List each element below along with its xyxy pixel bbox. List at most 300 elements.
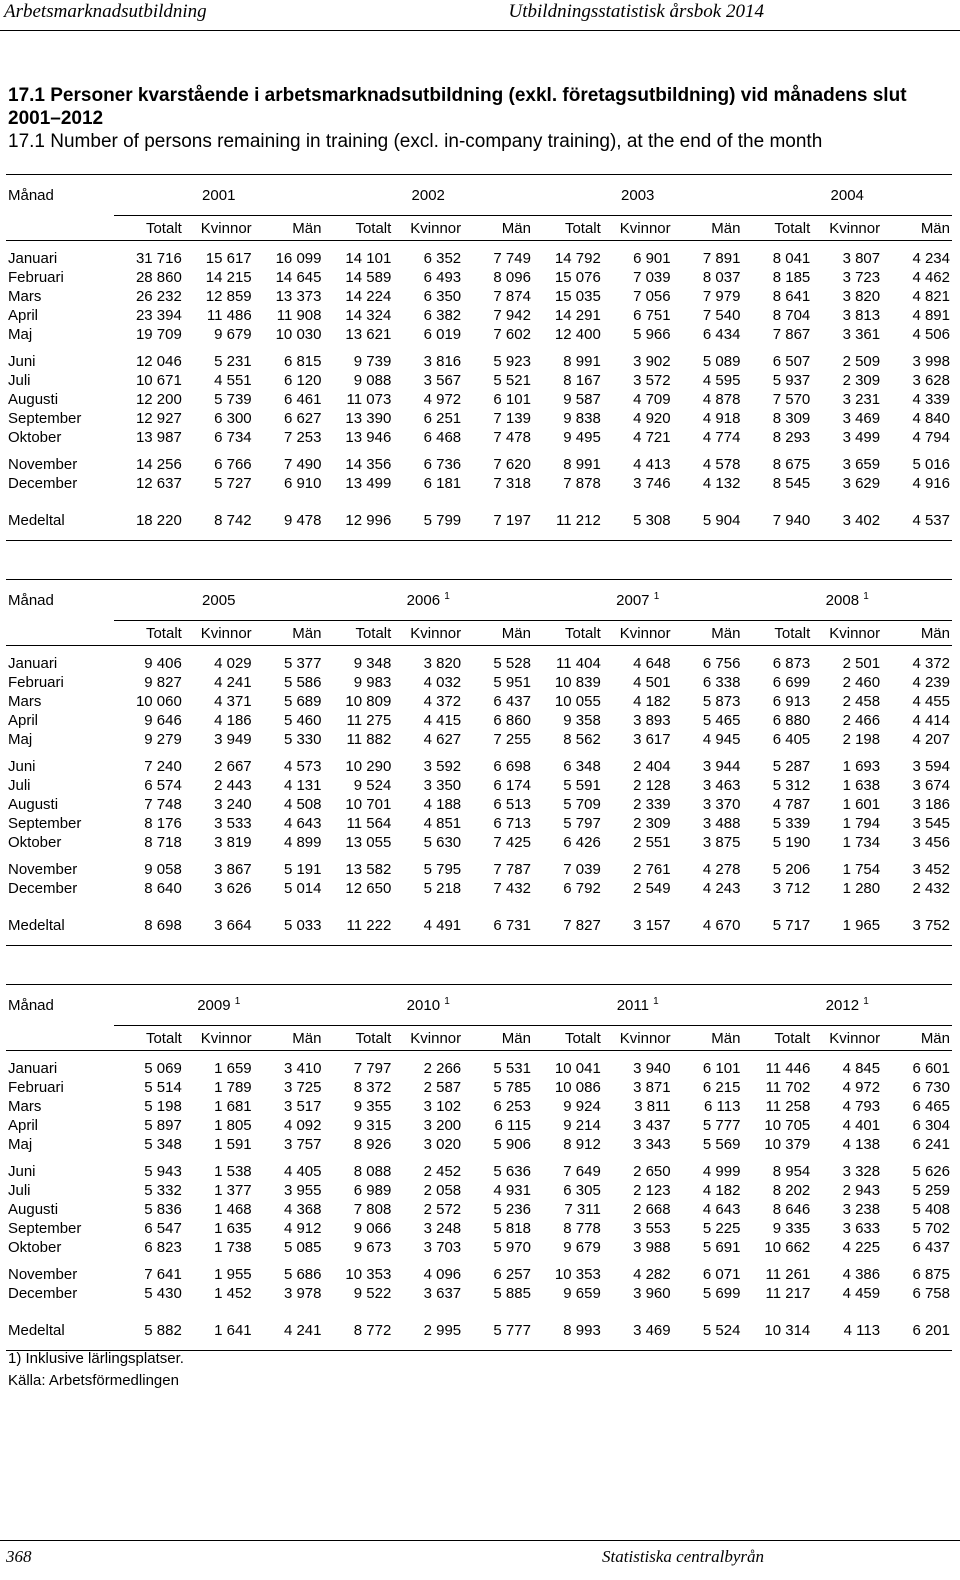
value-cell: 1 635 — [214, 1220, 252, 1237]
value-cell: 7 979 — [702, 288, 741, 305]
value-cell: 8 167 — [563, 372, 601, 389]
value-cell: 3 871 — [633, 1079, 671, 1096]
value-cell: 5 377 — [283, 655, 322, 672]
value-cell: 1 693 — [842, 758, 881, 775]
year-label: 2011 — [616, 997, 649, 1014]
value-cell: 4 709 — [633, 391, 671, 408]
value-cell: 5 777 — [702, 1117, 741, 1134]
value-cell: 12 637 — [135, 475, 182, 492]
value-cell: 3 592 — [423, 758, 462, 775]
value-cell: 3 902 — [633, 353, 671, 370]
average-value-cell: 5 717 — [772, 917, 811, 934]
value-cell: 3 488 — [702, 815, 741, 832]
value-cell: 3 940 — [633, 1060, 671, 1077]
value-cell: 2 667 — [214, 758, 252, 775]
table-row — [6, 814, 952, 833]
month-cell: Februari — [8, 1079, 64, 1096]
year-label: 2004 — [830, 186, 864, 204]
year-label: 2009 — [197, 997, 231, 1014]
sub-header-women: Kvinnor — [812, 216, 882, 241]
value-cell: 3 456 — [912, 834, 950, 851]
value-cell: 10 353 — [345, 1266, 392, 1283]
value-cell: 5 332 — [144, 1182, 182, 1199]
value-cell: 11 446 — [765, 1060, 811, 1077]
value-cell: 4 945 — [702, 731, 741, 748]
table-row — [6, 711, 952, 730]
value-cell: 4 096 — [423, 1266, 462, 1283]
month-cell: April — [8, 307, 39, 324]
value-cell: 5 591 — [563, 777, 601, 794]
value-cell: 6 426 — [563, 834, 601, 851]
value-cell: 7 240 — [144, 758, 182, 775]
average-value-cell: 4 241 — [283, 1322, 322, 1339]
value-cell: 3 545 — [912, 815, 950, 832]
value-cell: 10 353 — [554, 1266, 601, 1283]
value-cell: 4 793 — [842, 1098, 881, 1115]
sub-header-women: Kvinnor — [603, 216, 673, 241]
value-cell: 6 352 — [423, 250, 462, 267]
table-row — [6, 1097, 952, 1116]
value-cell: 3 572 — [633, 372, 671, 389]
average-value-cell: 18 220 — [135, 512, 182, 529]
value-cell: 13 946 — [345, 429, 392, 446]
value-cell: 8 176 — [144, 815, 182, 832]
year-label: 2005 — [202, 591, 236, 609]
value-cell: 4 578 — [702, 456, 741, 473]
value-cell: 5 818 — [493, 1220, 531, 1237]
value-cell: 10 290 — [345, 758, 392, 775]
value-cell: 6 120 — [283, 372, 322, 389]
value-cell: 8 954 — [772, 1163, 811, 1180]
value-cell: 7 748 — [144, 796, 182, 813]
value-cell: 5 897 — [144, 1117, 182, 1134]
month-cell: November — [8, 1266, 78, 1283]
value-cell: 14 324 — [345, 307, 392, 324]
table-row — [6, 654, 952, 673]
average-value-cell: 8 742 — [214, 512, 252, 529]
value-cell: 10 030 — [275, 326, 322, 343]
table-row — [6, 325, 952, 344]
value-cell: 2 432 — [912, 880, 950, 897]
value-cell: 6 251 — [423, 410, 462, 427]
year-label: 2006 — [406, 592, 441, 609]
month-cell: Mars — [8, 693, 42, 710]
sub-header-women: Kvinnor — [393, 216, 463, 241]
footnote-marker: 1 — [863, 996, 869, 1007]
value-cell: 9 058 — [144, 861, 182, 878]
year-label: 2008 — [825, 592, 860, 609]
value-cell: 13 499 — [345, 475, 392, 492]
value-cell: 4 912 — [283, 1220, 322, 1237]
value-cell: 9 406 — [144, 655, 182, 672]
table-row — [6, 390, 952, 409]
value-cell: 5 739 — [214, 391, 252, 408]
value-cell: 10 705 — [764, 1117, 811, 1134]
value-cell: 5 785 — [493, 1079, 531, 1096]
sub-header-women: Kvinnor — [184, 1026, 254, 1051]
value-cell: 13 390 — [345, 410, 392, 427]
value-cell: 9 355 — [353, 1098, 392, 1115]
value-cell: 7 056 — [633, 288, 671, 305]
value-cell: 1 638 — [842, 777, 881, 794]
value-cell: 3 867 — [214, 861, 252, 878]
value-cell: 4 918 — [702, 410, 741, 427]
value-cell: 14 356 — [345, 456, 392, 473]
value-cell: 9 679 — [214, 326, 252, 343]
average-value-cell: 3 752 — [912, 917, 950, 934]
average-value-cell: 5 799 — [423, 512, 462, 529]
value-cell: 3 102 — [423, 1098, 462, 1115]
value-cell: 1 754 — [842, 861, 881, 878]
value-cell: 5 699 — [702, 1285, 741, 1302]
value-cell: 3 240 — [214, 796, 252, 813]
value-cell: 4 920 — [633, 410, 671, 427]
month-cell: December — [8, 475, 78, 492]
average-value-cell: 3 157 — [633, 917, 671, 934]
value-cell: 7 253 — [283, 429, 322, 446]
value-cell: 10 055 — [554, 693, 601, 710]
value-cell: 7 942 — [493, 307, 531, 324]
average-value-cell: 2 995 — [423, 1322, 462, 1339]
value-cell: 7 641 — [144, 1266, 182, 1283]
value-cell: 6 860 — [493, 712, 531, 729]
value-cell: 1 794 — [842, 815, 881, 832]
value-cell: 1 538 — [214, 1163, 252, 1180]
month-column-header: Månad — [6, 580, 114, 621]
sub-header-total: Totalt — [533, 621, 603, 646]
month-cell: September — [8, 815, 82, 832]
value-cell: 6 873 — [772, 655, 811, 672]
month-cell: Augusti — [8, 1201, 59, 1218]
table-row — [6, 287, 952, 306]
sub-header-women: Kvinnor — [812, 621, 882, 646]
source-note: Källa: Arbetsförmedlingen — [8, 1372, 179, 1389]
value-cell: 4 455 — [912, 693, 950, 710]
value-cell: 19 709 — [135, 326, 182, 343]
value-cell: 8 185 — [772, 269, 811, 286]
year-header — [114, 580, 323, 621]
year-label: 2007 — [616, 592, 650, 609]
value-cell: 9 279 — [144, 731, 182, 748]
value-cell: 3 633 — [842, 1220, 881, 1237]
value-cell: 10 701 — [345, 796, 392, 813]
value-cell: 5 236 — [493, 1201, 531, 1218]
year-header — [742, 985, 952, 1026]
value-cell: 2 058 — [423, 1182, 462, 1199]
value-cell: 6 215 — [702, 1079, 741, 1096]
month-cell: Juni — [8, 353, 36, 370]
value-cell: 6 699 — [772, 674, 811, 691]
month-cell: September — [8, 1220, 82, 1237]
value-cell: 8 088 — [353, 1163, 392, 1180]
value-cell: 5 636 — [493, 1163, 531, 1180]
average-value-cell: 4 113 — [843, 1322, 881, 1339]
value-cell: 15 035 — [554, 288, 601, 305]
value-cell: 9 335 — [772, 1220, 811, 1237]
value-cell: 9 066 — [353, 1220, 392, 1237]
value-cell: 11 404 — [556, 655, 601, 672]
value-cell: 12 859 — [205, 288, 252, 305]
value-cell: 9 524 — [353, 777, 392, 794]
value-cell: 5 339 — [772, 815, 811, 832]
value-cell: 2 266 — [423, 1060, 462, 1077]
value-cell: 1 734 — [842, 834, 881, 851]
year-header — [323, 580, 532, 621]
average-value-cell: 8 698 — [144, 917, 182, 934]
value-cell: 4 595 — [702, 372, 741, 389]
month-column-header: Månad — [6, 175, 114, 216]
value-cell: 4 506 — [912, 326, 950, 343]
value-cell: 6 305 — [563, 1182, 601, 1199]
sub-header-total: Totalt — [533, 1026, 603, 1051]
value-cell: 4 186 — [214, 712, 252, 729]
value-cell: 3 248 — [423, 1220, 462, 1237]
footnote-marker: 1 — [863, 591, 869, 602]
month-cell: Augusti — [8, 391, 59, 408]
month-cell: November — [8, 456, 78, 473]
sub-header-women: Kvinnor — [393, 621, 463, 646]
value-cell: 4 648 — [633, 655, 671, 672]
value-cell: 4 182 — [702, 1182, 741, 1199]
value-cell: 4 845 — [842, 1060, 881, 1077]
value-cell: 7 490 — [283, 456, 322, 473]
value-cell: 2 572 — [423, 1201, 462, 1218]
value-cell: 7 570 — [772, 391, 811, 408]
month-cell: November — [8, 861, 78, 878]
value-cell: 6 751 — [633, 307, 671, 324]
value-cell: 4 462 — [912, 269, 950, 286]
value-cell: 12 927 — [135, 410, 182, 427]
value-cell: 4 916 — [912, 475, 950, 492]
year-label: 2001 — [202, 186, 236, 204]
value-cell: 8 372 — [353, 1079, 392, 1096]
value-cell: 5 014 — [283, 880, 322, 897]
average-value-cell: 7 940 — [772, 512, 811, 529]
value-cell: 4 459 — [842, 1285, 881, 1302]
value-cell: 5 906 — [493, 1136, 531, 1153]
value-cell: 5 531 — [493, 1060, 531, 1077]
value-cell: 3 746 — [633, 475, 671, 492]
value-cell: 6 304 — [912, 1117, 950, 1134]
value-cell: 2 404 — [633, 758, 671, 775]
value-cell: 5 085 — [283, 1239, 322, 1256]
value-cell: 4 372 — [912, 655, 950, 672]
value-cell: 10 671 — [135, 372, 182, 389]
average-value-cell: 11 222 — [346, 917, 392, 934]
sub-header-total: Totalt — [533, 216, 603, 241]
page-number: 368 — [6, 1547, 32, 1566]
average-value-cell: 11 212 — [556, 512, 601, 529]
value-cell: 3 628 — [912, 372, 950, 389]
sub-header-women: Kvinnor — [184, 621, 254, 646]
sub-header-men: Män — [254, 216, 324, 241]
value-cell: 10 839 — [554, 674, 601, 691]
value-cell: 4 999 — [702, 1163, 741, 1180]
value-cell: 5 218 — [423, 880, 462, 897]
value-cell: 6 713 — [493, 815, 531, 832]
year-header — [533, 580, 742, 621]
value-cell: 3 811 — [634, 1098, 671, 1115]
year-header — [742, 580, 952, 621]
footnote-marker: 1 — [444, 591, 450, 602]
value-cell: 3 944 — [702, 758, 741, 775]
value-cell: 13 987 — [135, 429, 182, 446]
sub-header-men: Män — [463, 621, 533, 646]
value-cell: 3 186 — [912, 796, 950, 813]
value-cell: 9 214 — [563, 1117, 601, 1134]
table-row — [6, 833, 952, 852]
value-cell: 4 972 — [842, 1079, 881, 1096]
running-header — [0, 0, 960, 31]
value-cell: 7 867 — [772, 326, 811, 343]
value-cell: 2 443 — [214, 777, 252, 794]
value-cell: 1 452 — [214, 1285, 252, 1302]
value-cell: 2 339 — [633, 796, 671, 813]
value-cell: 5 951 — [493, 674, 531, 691]
value-cell: 3 463 — [702, 777, 741, 794]
value-cell: 3 469 — [842, 410, 881, 427]
value-cell: 6 300 — [214, 410, 252, 427]
value-cell: 7 432 — [493, 880, 531, 897]
average-value-cell: 8 993 — [563, 1322, 601, 1339]
value-cell: 6 115 — [494, 1117, 531, 1134]
value-cell: 1 601 — [842, 796, 881, 813]
value-cell: 2 452 — [423, 1163, 462, 1180]
value-cell: 6 174 — [493, 777, 531, 794]
value-cell: 3 626 — [214, 880, 252, 897]
table-row — [6, 879, 952, 898]
value-cell: 3 020 — [423, 1136, 462, 1153]
value-cell: 4 573 — [283, 758, 322, 775]
value-cell: 3 712 — [772, 880, 811, 897]
month-cell: Maj — [8, 326, 33, 343]
value-cell: 3 200 — [423, 1117, 462, 1134]
value-cell: 5 408 — [912, 1201, 950, 1218]
value-cell: 7 649 — [563, 1163, 601, 1180]
value-cell: 5 626 — [912, 1163, 950, 1180]
value-cell: 5 231 — [214, 353, 252, 370]
value-cell: 5 330 — [283, 731, 322, 748]
value-cell: 5 943 — [144, 1163, 182, 1180]
value-cell: 2 509 — [842, 353, 881, 370]
table-row — [6, 1154, 952, 1181]
value-cell: 4 840 — [912, 410, 950, 427]
value-cell: 8 041 — [772, 250, 811, 267]
value-cell: 2 943 — [842, 1182, 881, 1199]
value-cell: 6 766 — [214, 456, 252, 473]
value-cell: 11 486 — [206, 307, 252, 324]
value-cell: 3 238 — [842, 1201, 881, 1218]
value-cell: 8 912 — [563, 1136, 601, 1153]
value-cell: 10 086 — [554, 1079, 601, 1096]
value-cell: 4 131 — [283, 777, 322, 794]
value-cell: 5 348 — [144, 1136, 182, 1153]
value-cell: 13 582 — [345, 861, 392, 878]
value-cell: 3 723 — [842, 269, 881, 286]
value-cell: 11 564 — [346, 815, 392, 832]
value-cell: 2 309 — [842, 372, 881, 389]
footnotes — [8, 1348, 184, 1392]
value-cell: 6 875 — [912, 1266, 950, 1283]
value-cell: 2 551 — [633, 834, 671, 851]
value-cell: 6 101 — [702, 1060, 741, 1077]
value-cell: 4 551 — [214, 372, 252, 389]
value-cell: 6 507 — [772, 353, 811, 370]
value-cell: 8 991 — [563, 353, 601, 370]
value-cell: 7 425 — [493, 834, 531, 851]
value-cell: 9 827 — [144, 674, 182, 691]
value-cell: 2 458 — [842, 693, 881, 710]
average-value-cell: 5 904 — [702, 512, 741, 529]
sub-header-men: Män — [254, 621, 324, 646]
value-cell: 6 253 — [493, 1098, 531, 1115]
year-header — [533, 985, 742, 1026]
value-cell: 3 819 — [214, 834, 252, 851]
table-bottom-rule — [6, 935, 952, 946]
value-cell: 3 499 — [842, 429, 881, 446]
average-row — [6, 898, 952, 935]
value-cell: 6 019 — [423, 326, 462, 343]
table-row — [6, 1284, 952, 1303]
value-cell: 9 838 — [563, 410, 601, 427]
value-cell: 13 055 — [345, 834, 392, 851]
value-cell: 9 348 — [353, 655, 392, 672]
value-cell: 6 434 — [702, 326, 741, 343]
value-cell: 5 966 — [633, 326, 671, 343]
value-cell: 3 452 — [912, 861, 950, 878]
sub-header-men: Män — [882, 216, 952, 241]
sub-header-blank — [6, 216, 114, 241]
average-value-cell: 5 308 — [633, 512, 671, 529]
value-cell: 3 361 — [842, 326, 881, 343]
value-cell: 7 797 — [353, 1060, 392, 1077]
value-cell: 4 188 — [423, 796, 462, 813]
value-cell: 3 816 — [423, 353, 462, 370]
average-row — [6, 1303, 952, 1340]
average-value-cell: 5 882 — [144, 1322, 182, 1339]
sub-header-total: Totalt — [114, 1026, 184, 1051]
statistics-table-2005-2008 — [6, 579, 952, 946]
month-cell: December — [8, 880, 78, 897]
value-cell: 6 181 — [423, 475, 462, 492]
average-value-cell: 8 772 — [353, 1322, 392, 1339]
table-row — [6, 1135, 952, 1154]
value-cell: 5 190 — [772, 834, 811, 851]
value-cell: 4 241 — [214, 674, 252, 691]
sub-header-total: Totalt — [114, 621, 184, 646]
value-cell: 9 522 — [353, 1285, 392, 1302]
value-cell: 14 101 — [345, 250, 392, 267]
month-cell: April — [8, 712, 39, 729]
value-cell: 4 508 — [283, 796, 322, 813]
value-cell: 4 931 — [493, 1182, 531, 1199]
value-cell: 5 836 — [144, 1201, 182, 1218]
value-cell: 6 823 — [144, 1239, 182, 1256]
footnote-apprenticeship: 1) Inklusive lärlingsplatser. — [8, 1350, 184, 1367]
value-cell: 3 674 — [912, 777, 950, 794]
table-bottom-rule — [6, 530, 952, 541]
average-value-cell: 4 537 — [912, 512, 950, 529]
month-cell: Juli — [8, 372, 31, 389]
average-value-cell: 4 670 — [702, 917, 741, 934]
value-cell: 8 778 — [563, 1220, 601, 1237]
value-cell: 11 261 — [765, 1266, 811, 1283]
average-value-cell: 6 201 — [912, 1322, 950, 1339]
value-cell: 8 926 — [353, 1136, 392, 1153]
value-cell: 6 736 — [423, 456, 462, 473]
value-cell: 4 821 — [912, 288, 950, 305]
value-cell: 3 533 — [214, 815, 252, 832]
